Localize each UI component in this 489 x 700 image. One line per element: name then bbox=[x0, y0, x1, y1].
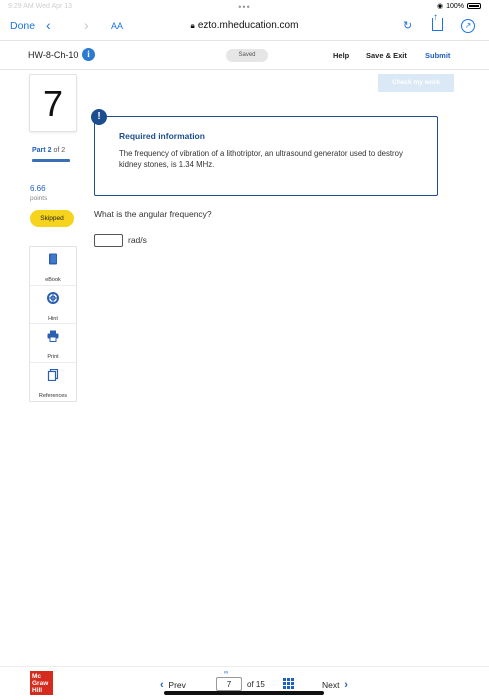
hint-icon bbox=[47, 292, 59, 304]
question-prompt: What is the angular frequency? bbox=[94, 209, 212, 219]
page-total bbox=[247, 680, 265, 689]
grid-icon[interactable] bbox=[283, 678, 295, 689]
ebook-label: eBook bbox=[45, 277, 61, 283]
part-current: 2 bbox=[47, 147, 52, 154]
compass-icon[interactable]: ↗ bbox=[461, 19, 475, 33]
home-indicator bbox=[164, 691, 324, 695]
required-information-box bbox=[94, 116, 438, 196]
next-label: Next bbox=[322, 680, 340, 690]
question-number: 7 bbox=[29, 74, 77, 132]
page-total-number: 15 bbox=[255, 680, 265, 689]
save-exit-button[interactable]: Save & Exit bbox=[366, 51, 407, 60]
url-text: ezto.mheducation.com bbox=[197, 20, 299, 31]
page-number-field[interactable]: 7 bbox=[216, 677, 242, 691]
print-button[interactable] bbox=[30, 324, 76, 363]
check-my-work-button[interactable]: Check my work bbox=[378, 74, 454, 92]
battery-percent: 100% bbox=[446, 2, 464, 10]
prev-label: Prev bbox=[168, 680, 186, 690]
assignment-title: HW-8-Ch-10 bbox=[28, 50, 79, 60]
chevron-right-icon: › bbox=[344, 679, 348, 691]
part-progress-bar bbox=[32, 159, 70, 162]
info-icon[interactable]: i bbox=[82, 48, 95, 61]
ebook-icon bbox=[47, 253, 59, 265]
part-prefix: Part bbox=[32, 147, 46, 154]
ebook-button[interactable] bbox=[30, 247, 76, 286]
logo-line-3: Hill bbox=[32, 687, 43, 694]
points-value: 6.66 bbox=[30, 184, 46, 193]
info-title: Required information bbox=[119, 131, 205, 141]
browser-toolbar bbox=[0, 14, 489, 40]
status-right bbox=[437, 2, 481, 10]
references-icon bbox=[47, 369, 59, 381]
link-icon: ∞ bbox=[224, 670, 229, 676]
answer-input[interactable] bbox=[94, 234, 123, 247]
part-suffix: of 2 bbox=[53, 147, 66, 154]
lock-icon: 🔒︎ bbox=[190, 21, 195, 30]
print-label: Print bbox=[47, 354, 59, 360]
references-button[interactable] bbox=[30, 363, 76, 402]
logo-line-1: Mc bbox=[32, 673, 42, 680]
skipped-badge: Skipped bbox=[30, 210, 74, 227]
done-button[interactable]: Done bbox=[10, 20, 36, 32]
assignment-header bbox=[0, 40, 489, 70]
part-indicator bbox=[32, 147, 65, 154]
alert-icon: ! bbox=[91, 109, 107, 125]
answer-unit: rad/s bbox=[128, 235, 147, 245]
forward-icon[interactable]: › bbox=[84, 17, 89, 33]
chevron-left-icon: ‹ bbox=[160, 679, 164, 691]
saved-status: Saved bbox=[226, 49, 268, 62]
back-icon[interactable]: ‹ bbox=[46, 17, 51, 33]
share-icon[interactable] bbox=[432, 18, 443, 31]
logo-line-2: Graw bbox=[32, 680, 49, 687]
help-button[interactable]: Help bbox=[333, 51, 350, 60]
prev-button[interactable] bbox=[160, 679, 186, 691]
page-of: of bbox=[247, 680, 254, 689]
battery-icon bbox=[467, 3, 481, 9]
submit-button[interactable]: Submit bbox=[425, 51, 451, 60]
multitask-dots[interactable]: ••• bbox=[238, 2, 251, 12]
address-bar[interactable] bbox=[0, 20, 489, 31]
tools-panel bbox=[29, 246, 77, 402]
reload-icon[interactable]: ↻ bbox=[403, 20, 413, 32]
status-time: 9:29 AM Wed Apr 13 bbox=[8, 3, 73, 10]
print-icon bbox=[47, 330, 59, 342]
references-label: References bbox=[38, 392, 68, 399]
mcgraw-hill-logo bbox=[30, 671, 53, 695]
points-label: points bbox=[30, 195, 48, 202]
hint-button[interactable] bbox=[30, 286, 76, 325]
wifi-icon: ◉ bbox=[436, 3, 444, 10]
status-bar bbox=[0, 0, 489, 14]
info-text: The frequency of vibration of a lithotriptor, an ultrasound generator used to destroy kidney stones, is 1.34 MHz. bbox=[119, 149, 403, 169]
text-size-button[interactable]: AA bbox=[111, 21, 124, 31]
hint-label: Hint bbox=[48, 315, 58, 322]
next-button[interactable] bbox=[322, 679, 348, 691]
